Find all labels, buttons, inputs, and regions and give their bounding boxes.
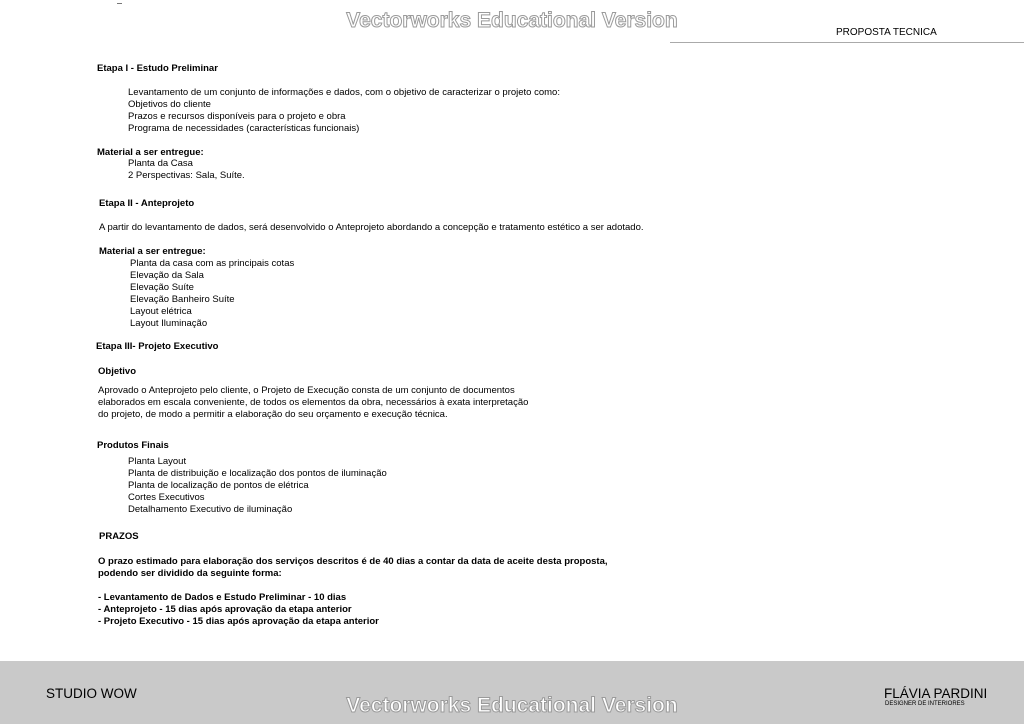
list-item: Elevação Banheiro Suíte [130, 294, 235, 305]
paragraph-line: podendo ser dividido da seguinte forma: [98, 568, 282, 579]
list-item: Programa de necessidades (características funcionais) [128, 123, 360, 134]
list-item: Planta de distribuição e localização dos pontos de iluminação [128, 468, 387, 479]
etapa1-title: Etapa I - Estudo Preliminar [97, 63, 218, 74]
footer-brand-subtitle: DESIGNER DE INTERIORES [885, 701, 965, 707]
paragraph-line: do projeto, de modo a permitir a elaboração do seu orçamento e execução técnica. [98, 409, 448, 420]
etapa2-intro: A partir do levantamento de dados, será desenvolvido o Anteprojeto abordando a concepção e tratamento estético a ser adotado. [99, 222, 644, 233]
etapa3-produtos-list [128, 456, 387, 516]
etapa3-title: Etapa III- Projeto Executivo [96, 341, 219, 352]
list-item: Prazos e recursos disponíveis para o projeto e obra [128, 111, 346, 122]
list-item: - Anteprojeto - 15 dias após aprovação da etapa anterior [98, 604, 352, 615]
prazos-text [98, 556, 608, 580]
list-item: Planta de localização de pontos de elétrica [128, 480, 309, 491]
prazos-title: PRAZOS [99, 531, 139, 542]
etapa3-produtos-title: Produtos Finais [97, 440, 169, 451]
paragraph-line: Aprovado o Anteprojeto pelo cliente, o Projeto de Execução consta de um conjunto de documentos [98, 385, 515, 396]
etapa3-objetivo-title: Objetivo [98, 366, 137, 377]
paragraph-line: elaborados em escala conveniente, de todos os elementos da obra, necessários à exata interpretação [98, 397, 529, 408]
header-rule [670, 42, 1024, 43]
list-item: - Levantamento de Dados e Estudo Preliminar - 10 dias [98, 592, 347, 603]
etapa1-intro: Levantamento de um conjunto de informações e dados, com o objetivo de caracterizar o projeto como: [128, 87, 560, 98]
corner-mark [117, 3, 122, 4]
etapa3-objetivo-text [98, 385, 528, 421]
etapa1-material-list [128, 158, 245, 182]
list-item: Planta da casa com as principais cotas [130, 258, 295, 269]
list-item: Objetivos do cliente [128, 99, 211, 110]
list-item: - Projeto Executivo - 15 dias após aprovação da etapa anterior [98, 616, 379, 627]
list-item: Elevação Suíte [130, 282, 194, 293]
etapa1-list [128, 99, 359, 135]
etapa1-material-title: Material a ser entregue: [97, 147, 204, 158]
footer-studio-name: STUDIO WOW [46, 686, 137, 701]
watermark-top: Vectorworks Educational Version [346, 9, 678, 32]
footer-brand-name: FLÁVIA PARDINI [884, 686, 988, 701]
etapa2-material-title: Material a ser entregue: [99, 246, 206, 257]
etapa2-material-list [130, 258, 294, 330]
prazos-list [98, 592, 379, 628]
list-item: Layout Iluminação [130, 318, 208, 329]
etapa2-title: Etapa II - Anteprojeto [99, 198, 195, 209]
list-item: Layout elétrica [130, 306, 192, 317]
paragraph-line: O prazo estimado para elaboração dos serviços descritos é de 40 dias a contar da data de aceite desta proposta, [98, 556, 608, 567]
watermark-bottom: Vectorworks Educational Version [346, 694, 678, 717]
list-item: Detalhamento Executivo de iluminação [128, 504, 293, 515]
list-item: Planta da Casa [128, 158, 193, 169]
list-item: Elevação da Sala [130, 270, 204, 281]
document-header-title: PROPOSTA TECNICA [836, 27, 937, 38]
list-item: 2 Perspectivas: Sala, Suíte. [128, 170, 245, 181]
list-item: Cortes Executivos [128, 492, 205, 503]
list-item: Planta Layout [128, 456, 187, 467]
